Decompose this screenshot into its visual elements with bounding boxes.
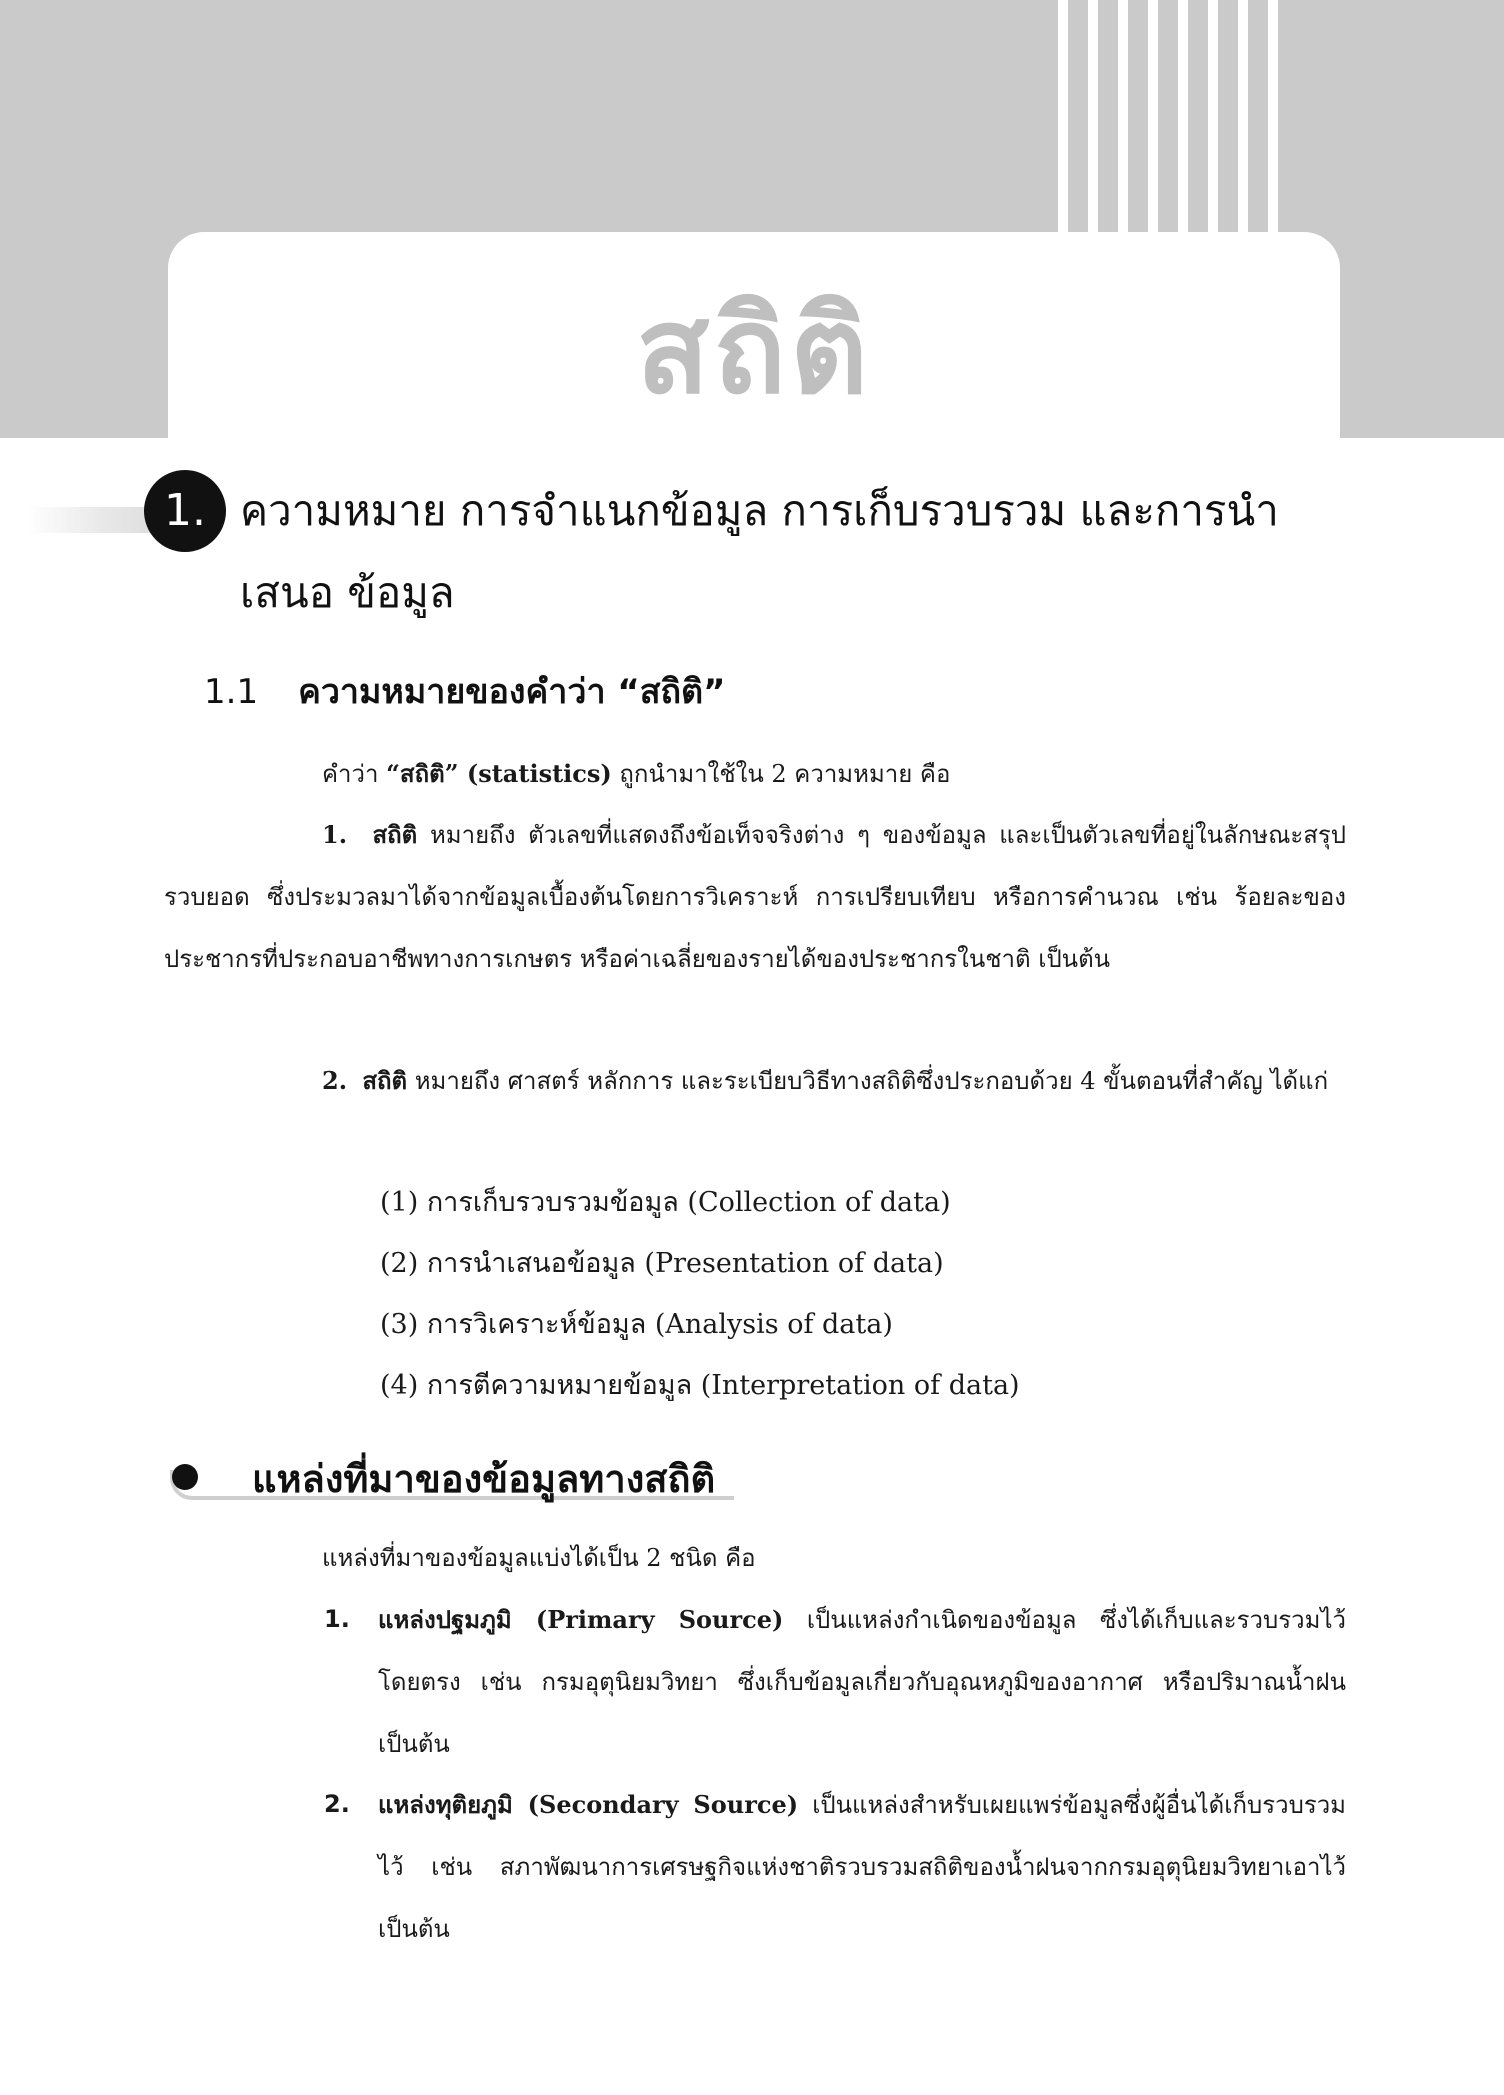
meaning-1-text: หมายถึง ตัวเลขที่แสดงถึงข้อเท็จจริงต่าง ๆ ของข้อมูล และเป็นตัวเลขที่อยู่ในลักษณะสรุปรวบยอด ซึ่งประมวลมาได้จากข้อมูลเบื้องต้นโดยการวิเคราะห์ การเปรียบเทียบ หรือการคำนวณ เช่น ร้อยละของประชากรที่ประกอบอาชีพทางการเกษตร หรือค่าเฉลี่ยของรายได้ของประชากรในชาติ เป็นต้น: [164, 821, 1347, 973]
source-2-bold: แหล่งทุติยภูมิ (Secondary Source): [378, 1790, 799, 1819]
chapter-number-badge: 1.: [144, 470, 226, 552]
source-1-text: [378, 1589, 1346, 1775]
header-stripes: [1058, 0, 1280, 235]
meaning-2-bold: สถิติ: [362, 1066, 408, 1095]
chapter-heading: ความหมาย การจำแนกข้อมูล การเก็บรวบรวม และการนำเสนอ ข้อมูล: [240, 486, 1279, 617]
bullet-icon: [172, 1464, 198, 1490]
section-heading-1-1: [204, 664, 726, 718]
section-number: 1.1: [204, 672, 259, 712]
intro-bold: “สถิติ” (statistics): [386, 759, 612, 788]
source-2-text: [378, 1774, 1346, 1960]
step-item: (1) การเก็บรวบรวมข้อมูล (Collection of data): [380, 1187, 951, 1218]
chapter-title: สถิติ: [636, 282, 872, 421]
sources-intro: แหล่งที่มาของข้อมูลแบ่งได้เป็น 2 ชนิด คือ: [322, 1544, 756, 1572]
intro-paragraph: [322, 743, 1342, 805]
step-item: (3) การวิเคราะห์ข้อมูล (Analysis of data): [380, 1309, 893, 1340]
title-panel: [168, 232, 1340, 438]
meaning-2-text: หมายถึง ศาสตร์ หลักการ และระเบียบวิธีทางสถิติซึ่งประกอบด้วย 4 ขั้นตอนที่สำคัญ ได้แก่: [407, 1067, 1329, 1095]
meaning-1-number: 1.: [322, 820, 348, 849]
source-1-bold: แหล่งปฐมภูมิ (Primary Source): [378, 1605, 784, 1634]
intro-text-end: ถูกนำมาใช้ใน 2 ความหมาย คือ: [611, 760, 951, 788]
intro-text: คำว่า: [322, 760, 387, 788]
source-2-number: 2.: [324, 1790, 350, 1818]
meaning-1-bold: สถิติ: [372, 820, 418, 849]
meaning-2-number: 2.: [322, 1066, 348, 1095]
section-title: ความหมายของคำว่า “สถิติ”: [298, 672, 726, 712]
meaning-1-paragraph: [164, 804, 1346, 990]
step-item: (4) การตีความหมายข้อมูล (Interpretation of data): [380, 1370, 1020, 1401]
source-1-body: เป็นแหล่งกำเนิดของข้อมูล ซึ่งได้เก็บและรวบรวมไว้โดยตรง เช่น กรมอุตุนิยมวิทยา ซึ่งเก็บข้อมูลเกี่ยวกับอุณหภูมิของอากาศ หรือปริมาณน้ำฝน เป็นต้น: [378, 1606, 1346, 1758]
step-item: (2) การนำเสนอข้อมูล (Presentation of data): [380, 1248, 944, 1279]
sources-heading: แหล่งที่มาของข้อมูลทางสถิติ: [252, 1457, 716, 1501]
meaning-2-paragraph: [164, 1050, 1346, 1112]
source-2-body: เป็นแหล่งสำหรับเผยแพร่ข้อมูลซึ่งผู้อื่นได้เก็บรวบรวมไว้ เช่น สภาพัฒนาการเศรษฐกิจแห่งชาติรวบรวมสถิติของน้ำฝนจากกรมอุตุนิยมวิทยาเอาไว้ เป็นต้น: [378, 1791, 1347, 1943]
source-1-number: 1.: [324, 1605, 350, 1633]
